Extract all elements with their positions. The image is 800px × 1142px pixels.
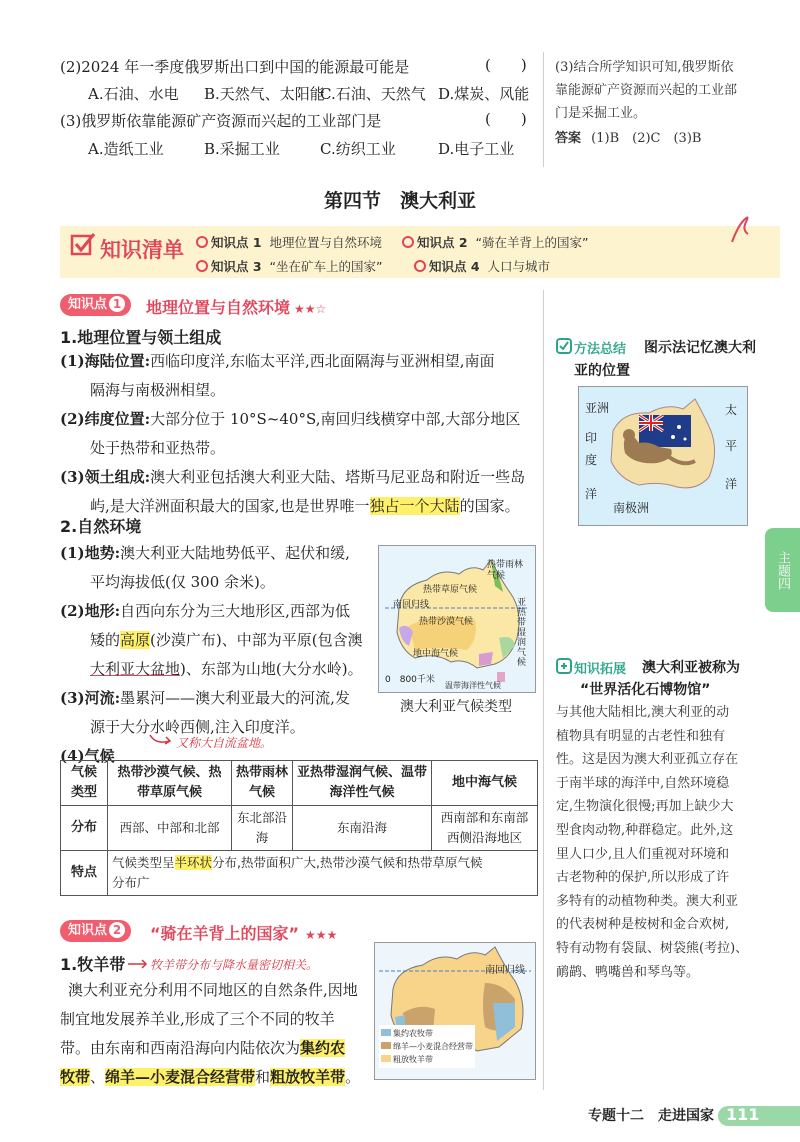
kp1-env-block: (1)地势:澳大利亚大陆地势低平、起伏和缓, 平均海拔低(仅 300 余米)。 (2)地形:自西向东分为三大地形区,西部为低 矮的高原(沙漠广布)、中部为平原(包含澳 大利亚大盆地)、东部为山地(大分水岭)。 (3)河流:墨累河——澳大利亚最大的河流,发 源于大分水岭西侧,注入印度洋。 (4)气候 xyxy=(60,544,363,765)
kp1-heading-1: 1.地理位置与领土组成 xyxy=(60,328,222,347)
row-label-distribution: 分布 xyxy=(61,806,108,851)
section-title: 第四节 澳大利亚 xyxy=(323,190,476,212)
sheep-map-legend xyxy=(379,1025,475,1068)
table-row xyxy=(61,851,538,896)
dist-desert-savanna: 西部、中部和北部 xyxy=(108,806,232,851)
diagram-label-pacific-1: 太 xyxy=(725,403,738,417)
sheep-belt-note: 牧羊带分布与降水量密切相关。 xyxy=(150,958,319,972)
kp1-pill: 知识点 1 xyxy=(60,294,131,316)
expand-line: 与其他大陆相比,澳大利亚的动 xyxy=(556,705,730,720)
answer-explanation xyxy=(555,56,765,150)
column-divider-top xyxy=(543,52,544,167)
method-summary-tag: 方法总结 xyxy=(574,342,627,357)
explanation-line: 门是采掘工业。 xyxy=(555,106,647,121)
decorative-swirl-icon xyxy=(728,212,752,248)
method-summary-icon xyxy=(556,338,572,358)
page-number: 111 xyxy=(726,1105,760,1124)
knowledge-item-3[interactable]: 知识点 3 “坐在矿车上的国家” xyxy=(196,257,382,275)
theme-side-tab[interactable]: 主题四 xyxy=(765,528,800,612)
map-label-rainforest: 热带雨林气候 xyxy=(487,560,524,581)
method-summary-title-2: 亚的位置 xyxy=(574,363,630,379)
header-mediterranean: 地中海气候 xyxy=(432,761,538,806)
knowledge-item-4[interactable]: 知识点 4 人口与城市 xyxy=(414,257,550,275)
knowledge-expand-tag: 知识拓展 xyxy=(574,662,627,677)
header-humid-oceanic: 亚热带湿润气候、温带海洋性气候 xyxy=(293,761,432,806)
q2-option-c: C.石油、天然气 xyxy=(320,85,426,103)
diagram-label-indian-2: 度 xyxy=(585,453,598,467)
map-label-savanna: 热带草原气候 xyxy=(423,585,478,595)
q3-option-c: C.纺织工业 xyxy=(320,140,396,158)
kp2-body: 澳大利亚充分利用不同地区的自然条件,因地 制宜地发展养羊业,形成了三个不同的牧羊 带。由东南和西南沿海向内陆依次为集约农 牧带、绵羊—小麦混合经营带和粗放牧羊带。 xyxy=(60,981,361,1086)
checkbox-icon xyxy=(70,231,96,261)
question-2-answer-paren: ( ) xyxy=(485,56,527,74)
knowledge-list-title: 知识清单 xyxy=(100,238,184,262)
knowledge-expand-title-1: 澳大利亚被称为 xyxy=(642,660,740,676)
map-label-oceanic: 温带海洋性气候 xyxy=(445,681,501,690)
dist-rainforest: 东北部沿海 xyxy=(232,806,293,851)
diagram-label-indian-1: 印 xyxy=(585,431,598,445)
header-rainforest: 热带雨林气候 xyxy=(232,761,293,806)
kp2-title: “骑在羊背上的国家” ★★★ xyxy=(150,924,338,943)
row-label-feature: 特点 xyxy=(61,851,108,896)
kp2-stars: ★★★ xyxy=(305,928,338,942)
column-divider xyxy=(543,290,544,1090)
footer-chapter: 专题十二 走进国家 xyxy=(588,1108,714,1124)
explanation-line: 靠能源矿产资源而兴起的工业部 xyxy=(555,83,738,98)
diagram-label-pacific-3: 洋 xyxy=(725,477,738,491)
expand-line: 的代表树种是桉树和金合欢树, xyxy=(556,917,730,933)
knowledge-expand-body xyxy=(556,701,761,984)
expand-line: 型食肉动物,种群稳定。此外,这 xyxy=(556,822,734,838)
expand-line: 性。这是因为澳大利亚孤立存在 xyxy=(556,752,739,768)
map-label-desert: 热带沙漠气候 xyxy=(419,617,474,627)
diagram-label-pacific-2: 平 xyxy=(725,439,738,453)
map-scale: 0 800千米 xyxy=(385,675,435,685)
expand-line: 植物具有明显的古老性和独有 xyxy=(556,728,726,744)
dist-mediterranean: 西南部和东南部西侧沿海地区 xyxy=(432,806,538,851)
diagram-label-antarctica: 南极洲 xyxy=(613,501,650,515)
row-label-type: 气候类型 xyxy=(61,761,108,806)
q3-option-b: B.采掘工业 xyxy=(204,140,280,158)
note-arrow-icon xyxy=(126,955,148,974)
map-label-mediterranean: 地中海气候 xyxy=(413,649,459,659)
map-label-tropic: 南回归线 xyxy=(393,600,430,610)
expand-line: 古老物种的保护,所以形成了许 xyxy=(556,870,730,886)
kp2-heading-1: 1.牧羊带 xyxy=(60,955,126,974)
q2-option-d: D.煤炭、风能 xyxy=(438,85,530,103)
kp1-heading-2: 2.自然环境 xyxy=(60,517,142,536)
question-3-answer-paren: ( ) xyxy=(485,110,527,128)
legend-item: 集约农牧带 xyxy=(381,1027,473,1040)
note-arrow-icon xyxy=(148,732,172,751)
expand-line: 于南半球的海洋中,自然环境稳 xyxy=(556,775,730,791)
header-desert-savanna: 热带沙漠气候、热带草原气候 xyxy=(108,761,232,806)
table-row xyxy=(61,761,538,806)
diagram-label-asia: 亚洲 xyxy=(585,401,610,415)
explanation-line: (3)结合所学知识可知,俄罗斯依 xyxy=(555,60,734,75)
knowledge-item-1[interactable]: 知识点 1 地理位置与自然环境 xyxy=(196,233,382,251)
australia-position-diagram xyxy=(578,386,748,526)
question-2: (2)2024 年一季度俄罗斯出口到中国的能源最可能是 xyxy=(60,58,410,76)
climate-map xyxy=(378,545,536,693)
legend-item: 粗放牧羊带 xyxy=(381,1053,473,1066)
climate-table xyxy=(60,760,538,896)
kp1-title: 地理位置与自然环境 ★★☆ xyxy=(146,298,327,317)
table-row xyxy=(61,806,538,851)
sheep-belt-map xyxy=(374,942,536,1080)
q2-option-a: A.石油、水电 xyxy=(88,85,179,103)
basin-note: 又称大自流盆地。 xyxy=(176,736,273,750)
q2-option-b: B.天然气、太阳能 xyxy=(204,85,325,103)
knowledge-expand-title-2: “世界活化石博物馆” xyxy=(580,682,711,698)
map-label-subtropical: 亚热带湿润气候 xyxy=(517,598,527,668)
answer-text: (1)B (2)C (3)B xyxy=(591,131,702,146)
feature-cell: 气候类型呈半环状分布,热带面积广大,热带沙漠气候和热带草原气候 分布广 xyxy=(108,851,538,896)
answer-label: 答案 xyxy=(555,131,582,146)
sheep-map-tropic-label: 南回归线 xyxy=(485,965,525,976)
q3-option-a: A.造纸工业 xyxy=(88,140,164,158)
kp1-geo-block: (1)海陆位置:西临印度洋,东临太平洋,西北面隔海与亚洲相望,南面 隔海与南极洲相望。 (2)纬度位置:大部分位于 10°S~40°S,南回归线横穿中部,大部分地区 处于热带和亚热带。 (3)领土组成:澳大利亚包括澳大利亚大陆、塔斯马尼亚岛和附近一些岛 屿,是大洋洲面积最大的国家,也是世界唯一独占一个大陆的国家。 xyxy=(60,352,526,515)
expand-line: 多特有的动植物种类。澳大利亚 xyxy=(556,893,739,909)
q3-option-d: D.电子工业 xyxy=(438,140,515,158)
dist-humid-oceanic: 东南沿海 xyxy=(293,806,432,851)
kp1-stars: ★★☆ xyxy=(294,302,327,316)
climate-map-caption: 澳大利亚气候类型 xyxy=(400,699,512,715)
legend-item: 绵羊—小麦混合经营带 xyxy=(381,1040,473,1053)
knowledge-item-2[interactable]: 知识点 2 “骑在羊背上的国家” xyxy=(402,233,588,251)
expand-line: 里人口少,且人们重视对环境和 xyxy=(556,846,730,862)
expand-line: 定,生物演化很慢;再加上缺少大 xyxy=(556,799,734,815)
expand-line: 特有动物有袋鼠、树袋熊(考拉)、 xyxy=(556,940,749,956)
question-3: (3)俄罗斯依靠能源矿产资源而兴起的工业部门是 xyxy=(60,112,382,130)
kp2-pill: 知识点 2 xyxy=(60,920,131,942)
method-summary-title-1: 图示法记忆澳大利 xyxy=(644,340,756,356)
expand-line: 鸸鹋、鸭嘴兽和琴鸟等。 xyxy=(556,964,700,980)
knowledge-expand-icon xyxy=(556,658,572,678)
diagram-label-indian-3: 洋 xyxy=(585,487,598,501)
